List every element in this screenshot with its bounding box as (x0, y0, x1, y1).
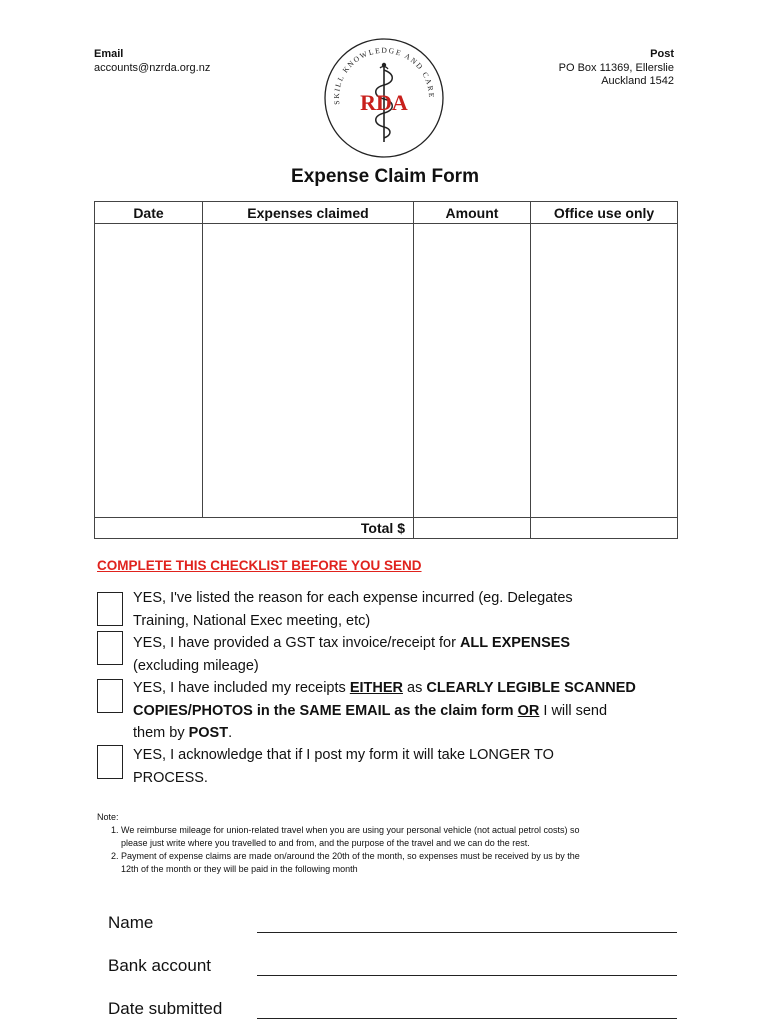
bank-account-label: Bank account (108, 956, 212, 975)
post-label: Post (650, 48, 674, 60)
checkbox-post-longer[interactable] (97, 745, 123, 779)
checklist-item-receipts (133, 677, 673, 745)
checkbox-receipts[interactable] (97, 679, 123, 713)
email-label: Email (94, 48, 124, 60)
total-office-use-cell[interactable] (531, 518, 678, 539)
checkbox-reason[interactable] (97, 592, 123, 626)
amount-cell[interactable] (414, 224, 531, 518)
checkbox-gst-invoice[interactable] (97, 631, 123, 665)
checklist-item-reason (133, 587, 673, 632)
checklist-title: COMPLETE THIS CHECKLIST BEFORE YOU SEND (97, 558, 422, 573)
checklist-item-post-longer (133, 744, 673, 789)
email-contact (94, 47, 210, 75)
checklist-text: as (402, 680, 427, 696)
expenses-cell[interactable] (203, 224, 414, 518)
checklist-emphasis: OR (517, 702, 540, 719)
checklist-item-gst-invoice (133, 632, 673, 677)
name-label: Name (108, 913, 154, 932)
total-row (95, 518, 678, 539)
checklist-text: YES, I've listed the reason for each expense incurred (eg. Delegates (133, 590, 573, 606)
name-field[interactable] (257, 914, 677, 933)
table-row (95, 224, 678, 518)
column-header-expenses: Expenses claimed (203, 202, 414, 224)
email-address: accounts@nzrda.org.nz (94, 62, 211, 74)
checklist-emphasis: COPIES/PHOTOS in the SAME EMAIL as the claim form (133, 702, 518, 719)
checklist-text: . (228, 725, 233, 741)
logo-arc-text: SKILL KNOWLEDGE AND CARE (331, 45, 437, 106)
rda-logo (322, 36, 446, 160)
office-use-cell[interactable] (531, 224, 678, 518)
list-item (121, 824, 677, 850)
column-header-date: Date (95, 202, 203, 224)
checklist-text: (excluding mileage) (133, 657, 259, 674)
notes-section (97, 811, 677, 876)
bank-account-field[interactable] (257, 957, 677, 976)
date-cell[interactable] (95, 224, 203, 518)
checklist-text: them by (133, 725, 189, 741)
checklist-text: Training, National Exec meeting, etc) (133, 612, 371, 629)
notes-label: Note: (97, 812, 119, 822)
checklist-text: YES, I have included my receipts (133, 680, 350, 696)
checklist-emphasis: ALL EXPENSES (459, 635, 571, 651)
checklist-emphasis: EITHER (349, 680, 403, 696)
checklist-emphasis: POST (188, 725, 229, 741)
notes-list (97, 824, 677, 876)
checklist-text: I will send (539, 702, 608, 719)
table-header-row (95, 202, 678, 224)
post-address-line1: PO Box 11369, Ellerslie (558, 61, 674, 74)
checklist-text: YES, I acknowledge that if I post my form it will take LONGER TO (133, 747, 554, 763)
expense-table (94, 201, 678, 539)
note-text: please just write where you travelled to and from, and the purpose of the travel and we can do the rest. (121, 838, 530, 848)
checklist-text: PROCESS. (133, 769, 208, 786)
page-title: Expense Claim Form (291, 166, 479, 187)
post-address-line2: Auckland 1542 (601, 75, 674, 87)
note-text: 12th of the month or they will be paid in the following month (121, 864, 358, 874)
date-submitted-label: Date submitted (108, 999, 223, 1018)
column-header-amount: Amount (414, 202, 531, 224)
total-label: Total $ (95, 518, 414, 539)
column-header-office-use: Office use only (531, 202, 678, 224)
checklist-emphasis: CLEARLY LEGIBLE SCANNED (426, 680, 636, 696)
note-text: 2. Payment of expense claims are made on/around the 20th of the month, so expenses must be received by us by the (121, 851, 580, 861)
date-submitted-field[interactable] (257, 1000, 677, 1019)
total-amount-cell[interactable] (414, 518, 531, 539)
checklist-text: YES, I have provided a GST tax invoice/receipt for (133, 635, 460, 651)
postal-contact (559, 48, 674, 89)
logo-monogram: RDA (360, 90, 408, 115)
note-text: 1. We reimburse mileage for union-related travel when you are using your personal vehicle (not actual petrol costs) so (121, 825, 580, 835)
list-item (121, 850, 677, 876)
